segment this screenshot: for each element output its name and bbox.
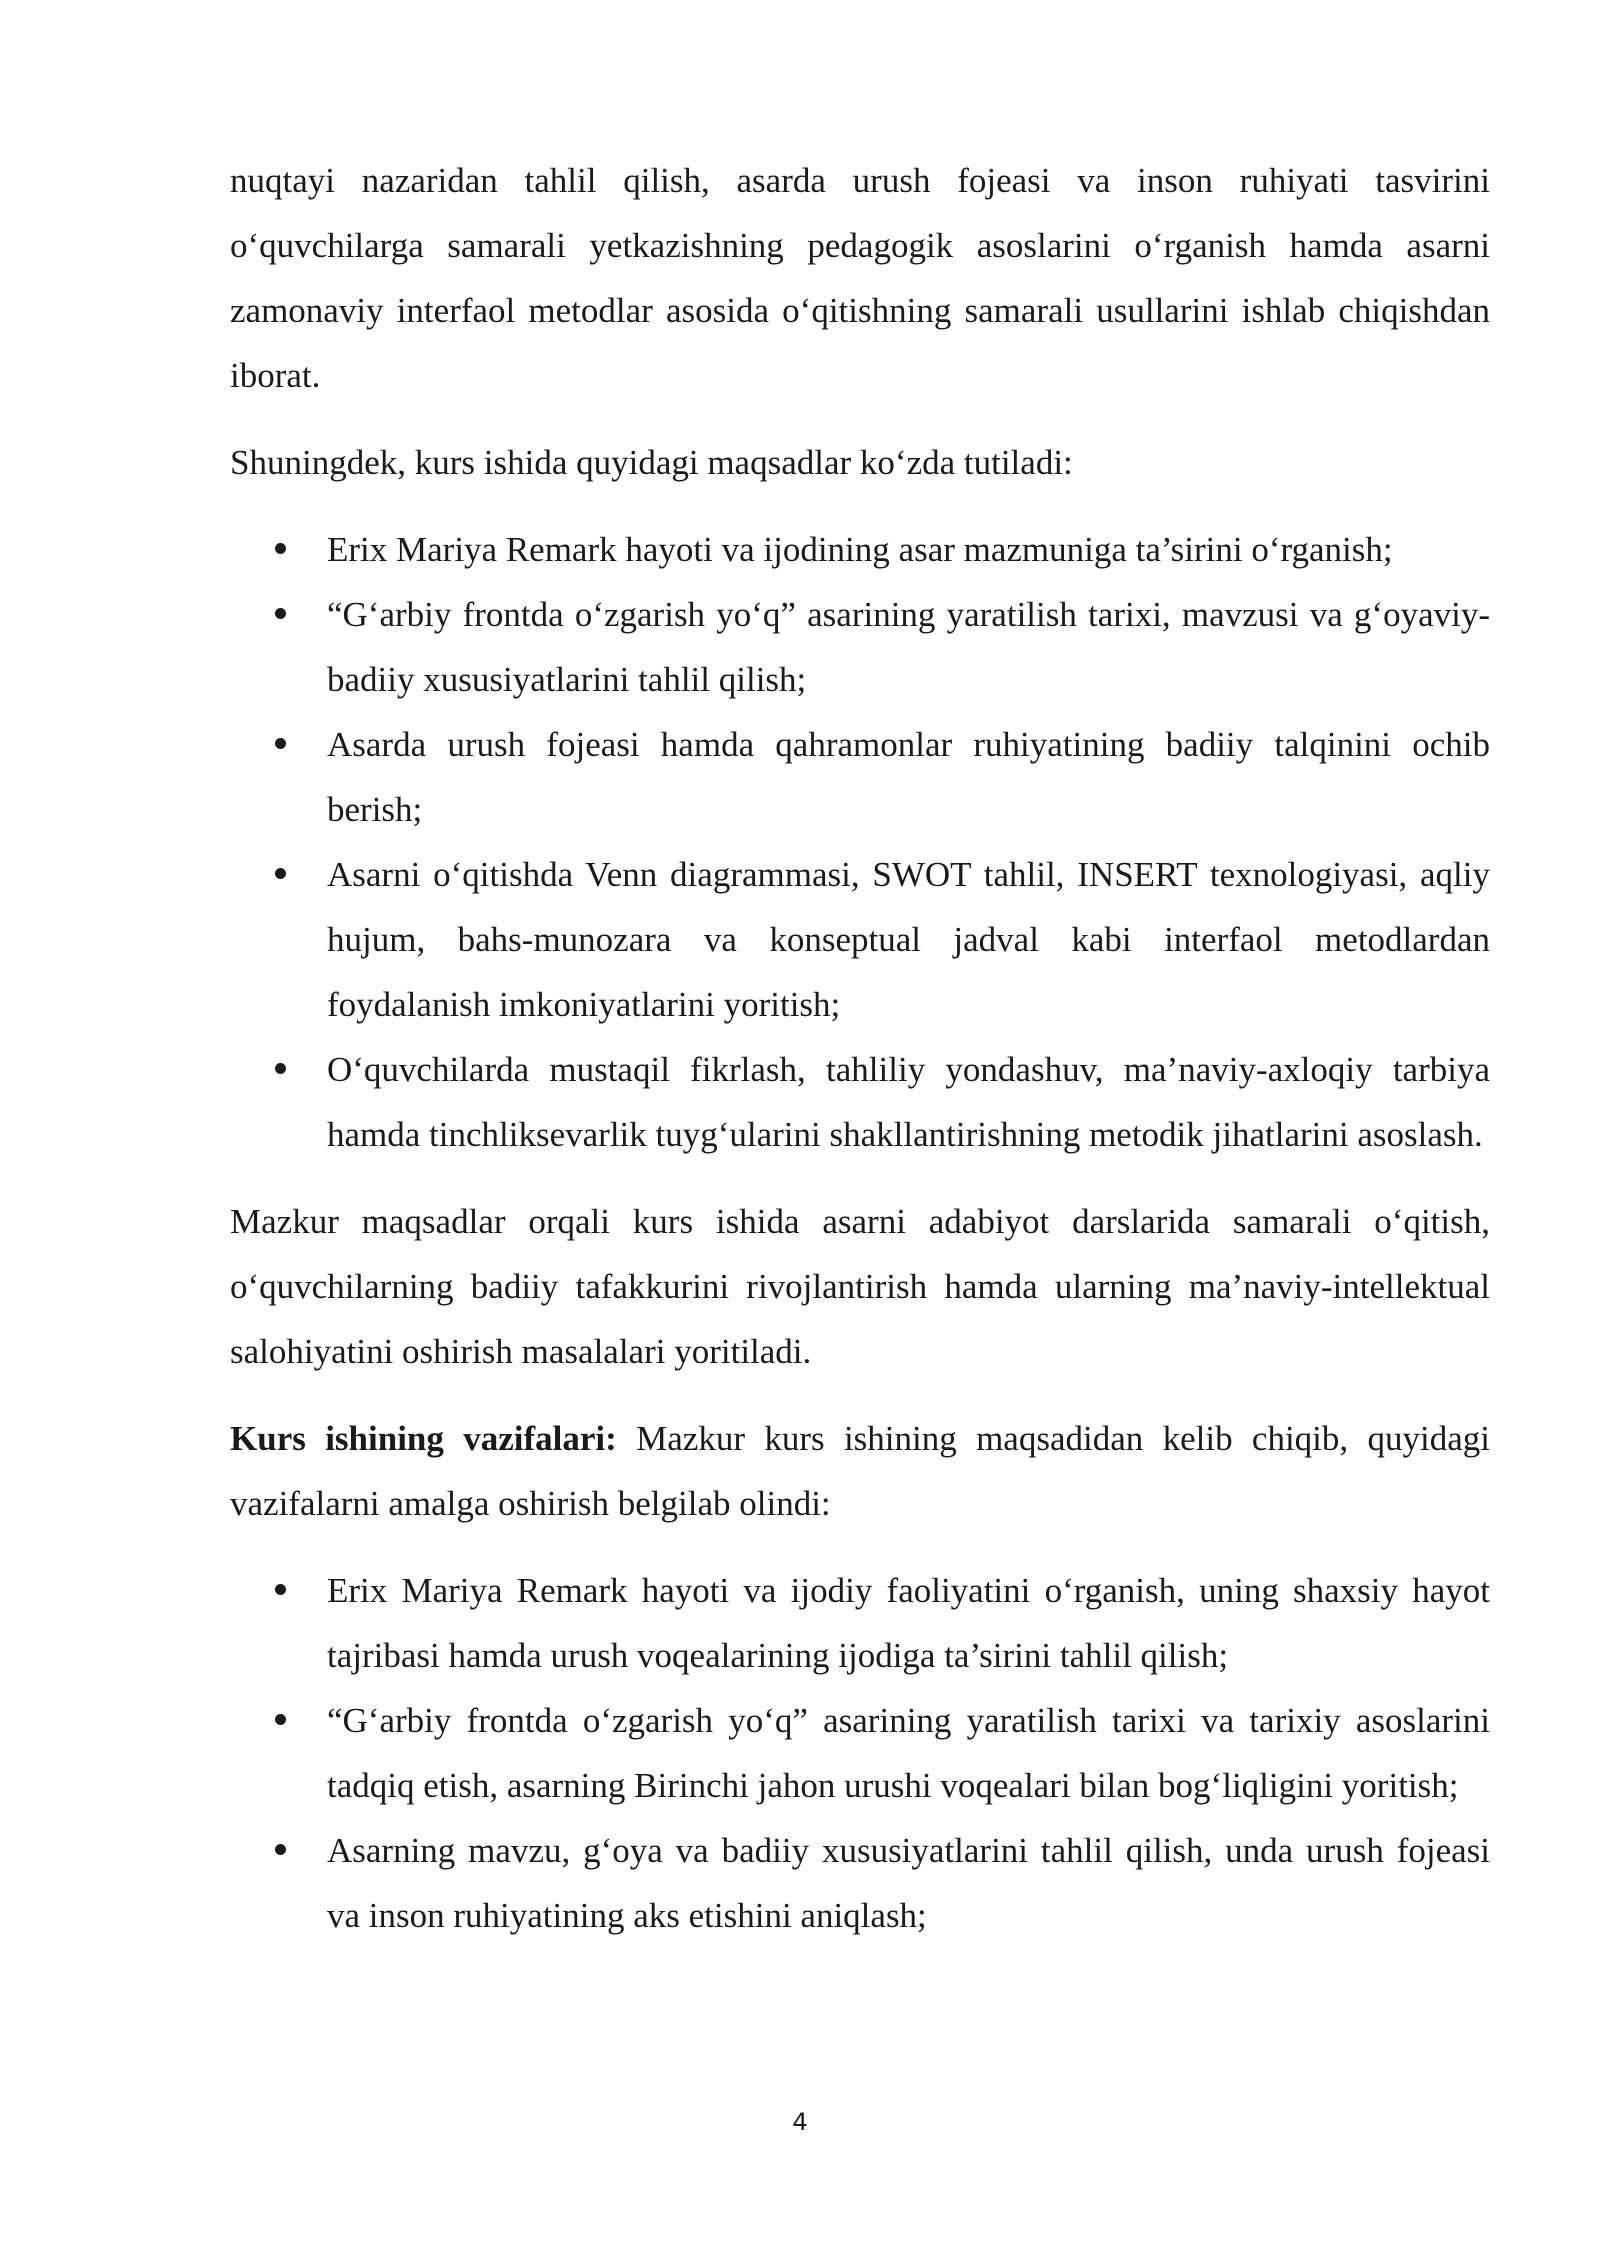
page-number: 4 <box>792 2108 808 2136</box>
list-item: O‘quvchilarda mustaqil fikrlash, tahliliy yondashuv, ma’naviy-axloqiy tarbiya hamda tinchliksevarlik tuyg‘ularini shakllantirishning metodik jihatlarini asoslash. <box>230 1037 1490 1167</box>
list-item: Asarni o‘qitishda Venn diagrammasi, SWOT tahlil, INSERT texnologiyasi, aqliy hujum, bahs-munozara va konseptual jadval kabi interfaol metodlardan foydalanish imkoniyatlarini yoritish; <box>230 842 1490 1037</box>
tasks-heading: Kurs ishining vazifalari: <box>230 1419 617 1458</box>
goals-list <box>230 517 1490 1167</box>
bullet-icon <box>275 738 286 749</box>
bullet-icon <box>275 1844 286 1855</box>
bullet-icon <box>275 608 286 619</box>
paragraph-goals-intro: Shuningdek, kurs ishida quyidagi maqsadlar ko‘zda tutiladi: <box>230 443 1073 482</box>
list-item: Asarning mavzu, g‘oya va badiiy xususiyatlarini tahlil qilish, unda urush fojeasi va inson ruhiyatining aks etishini aniqlash; <box>230 1818 1490 1948</box>
bullet-icon <box>275 1063 286 1074</box>
bullet-icon <box>275 868 286 879</box>
bullet-icon <box>275 1584 286 1595</box>
tasks-list <box>230 1558 1490 1948</box>
paragraph-intro-continuation: nuqtayi nazaridan tahlil qilish, asarda urush fojeasi va inson ruhiyati tasvirini o‘quvchilarga samarali yetkazishning pedagogik asoslarini o‘rganish hamda asarni zamonaviy interfaol metodlar asosida o‘qitishning samarali usullarini ishlab chiqishdan iborat. <box>230 161 1490 395</box>
list-item: “G‘arbiy frontda o‘zgarish yo‘q” asarining yaratilish tarixi, mavzusi va g‘oyaviy-badiiy xususiyatlarini tahlil qilish; <box>230 582 1490 712</box>
paragraph-tasks-intro <box>230 1406 1490 1536</box>
paragraph-goals-summary: Mazkur maqsadlar orqali kurs ishida asarni adabiyot darslarida samarali o‘qitish, o‘quvchilarning badiiy tafakkurini rivojlantirish hamda ularning ma’naviy-intellektual salohiyatini oshirish masalalari yoritiladi. <box>230 1202 1490 1371</box>
list-item: Asarda urush fojeasi hamda qahramonlar ruhiyatining badiiy talqinini ochib berish; <box>230 712 1490 842</box>
list-item: Erix Mariya Remark hayoti va ijodiy faoliyatini o‘rganish, uning shaxsiy hayot tajribasi hamda urush voqealarining ijodiga ta’sirini tahlil qilish; <box>230 1558 1490 1688</box>
list-item: “G‘arbiy frontda o‘zgarish yo‘q” asarining yaratilish tarixi va tarixiy asoslarini tadqiq etish, asarning Birinchi jahon urushi voqealari bilan bog‘liqligini yoritish; <box>230 1688 1490 1818</box>
bullet-icon <box>275 543 286 554</box>
document-page <box>230 148 1490 1948</box>
tasks-intro-text: Mazkur kurs ishining maqsadidan kelib chiqib, quyidagi vazifalarni amalga oshirish belgilab olindi: <box>230 1419 1490 1523</box>
list-item: Erix Mariya Remark hayoti va ijodining asar mazmuniga ta’sirini o‘rganish; <box>230 517 1490 582</box>
bullet-icon <box>275 1714 286 1725</box>
